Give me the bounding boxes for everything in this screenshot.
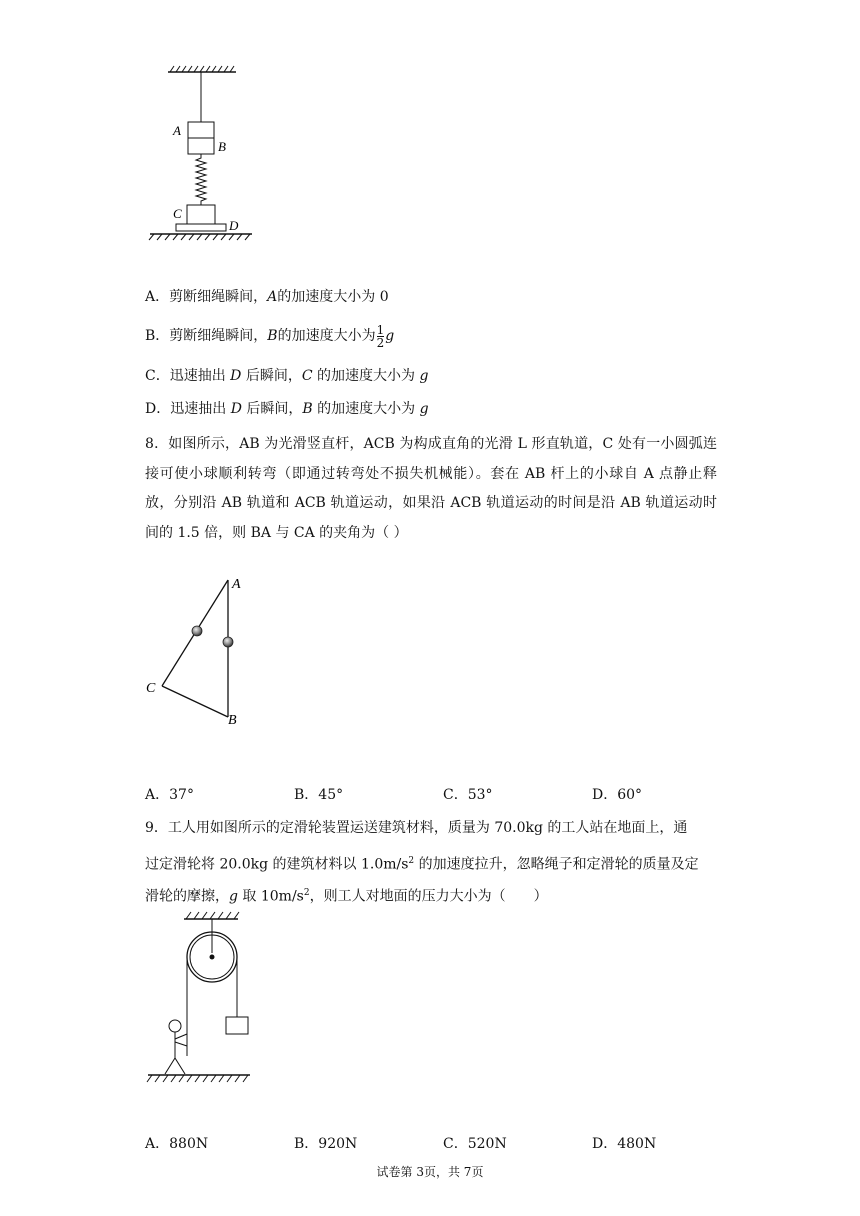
q7-figure [140, 62, 270, 247]
q7-label-a: A [173, 123, 181, 138]
building-material-block [226, 1017, 248, 1034]
q9-option-d[interactable]: D．480N [592, 1136, 657, 1152]
q9-figure [140, 906, 260, 1091]
q8-question-text: 8．如图所示，AB 为光滑竖直杆，ACB 为构成直角的光滑 L 形直轨道，C 处有一小圆弧连接可使小球顺利转弯（即通过转弯处不损失机械能）。套在 AB 杆上的小球自 A 点静止释放，分别沿 AB 轨道和 ACB 轨道运动，如果沿 ACB 轨道运动的时间是沿 AB 轨道运动时间的 1.5 倍，则 BA 与 CA 的夹角为（ ） [145, 436, 717, 541]
ball-on-ab [223, 637, 233, 647]
q9-option-a[interactable]: A．880N [145, 1136, 209, 1152]
q7-label-d: D [229, 218, 239, 233]
q7-option-c[interactable]: C．迅速抽出 D 后瞬间，C 的加速度大小为 g [145, 368, 429, 384]
q8-option-c[interactable]: C．53° [443, 787, 493, 803]
q8-label-b: B [228, 713, 237, 728]
q8-option-a[interactable]: A．37° [145, 787, 194, 803]
q8-figure [140, 570, 260, 730]
q8-option-d[interactable]: D．60° [592, 787, 643, 803]
q7-option-d[interactable]: D．迅速抽出 D 后瞬间，B 的加速度大小为 g [145, 401, 429, 417]
q9-option-b[interactable]: B．920N [294, 1136, 358, 1152]
page-footer: 试卷第 3页，共 7页 [376, 1165, 484, 1179]
q8-label-c: C [146, 681, 156, 696]
q9-option-c[interactable]: C．520N [443, 1136, 507, 1152]
q9-question-line-3: 滑轮的摩擦，g 取 $10m/s^2$，则工人对地面的压力大小为（ ） [145, 888, 548, 905]
q7-label-c: C [173, 206, 182, 221]
q9-question-line-1: 9．工人用如图所示的定滑轮装置运送建筑材料，质量为 70.0kg 的工人站在地面上，通 [145, 820, 688, 836]
q8-option-b[interactable]: B．45° [294, 787, 344, 803]
q7-option-b[interactable]: B．剪断细绳瞬间，B的加速度大小为 $\frac{1}{2}$ g [145, 322, 395, 350]
fraction-one-half: $\frac{1}{2}$ [376, 322, 385, 350]
q8-label-a: A [232, 577, 241, 592]
ball-on-ac [192, 626, 202, 636]
q7-label-b: B [218, 139, 226, 154]
q9-question-line-2: 过定滑轮将 20.0kg 的建筑材料以 $1.0m/s^2$ 的加速度拉升，忽略绳子和定滑轮的质量及定 [145, 856, 699, 873]
q7-option-a[interactable]: A．剪断细绳瞬间，A的加速度大小为 0 [145, 289, 389, 305]
